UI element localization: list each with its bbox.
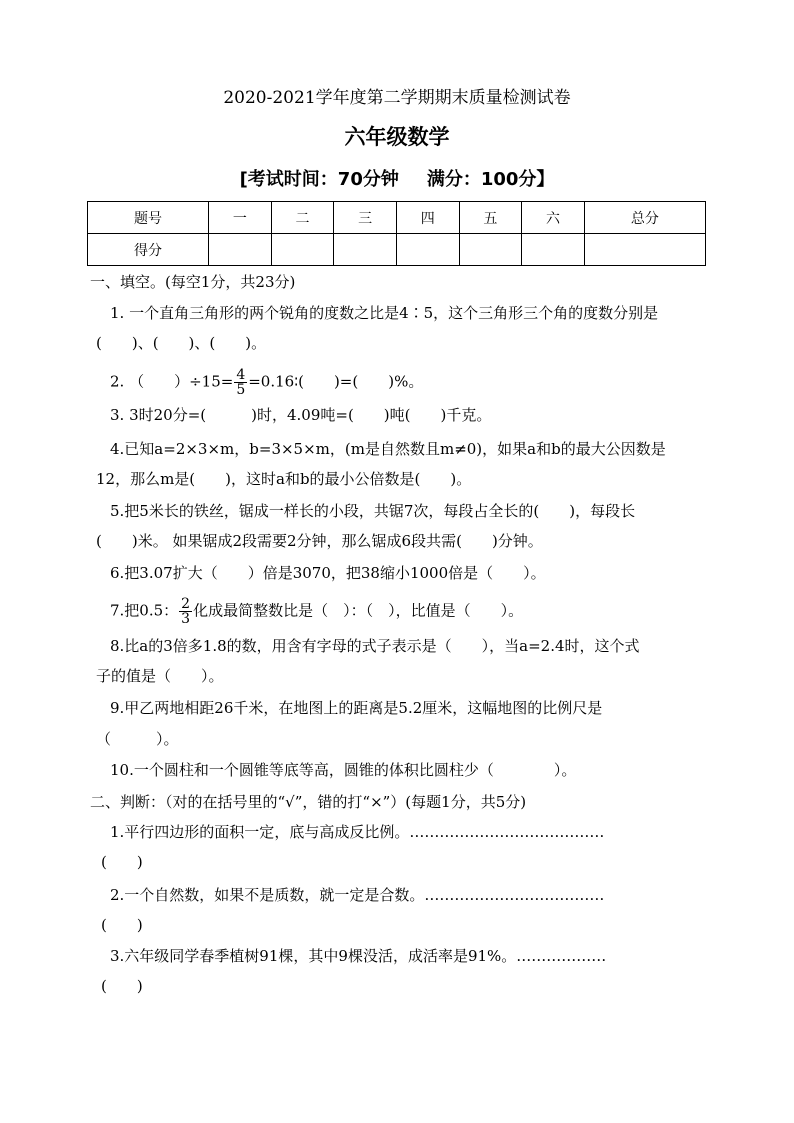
score-cell[interactable] bbox=[396, 234, 459, 266]
score-cell[interactable] bbox=[522, 234, 585, 266]
fraction-2-3 bbox=[179, 597, 192, 626]
exam-full-score: 满分：100分】 bbox=[426, 169, 555, 190]
question-7 bbox=[110, 597, 523, 626]
question-2-part1: 2. （ ）÷15= bbox=[110, 372, 234, 391]
score-cell[interactable] bbox=[584, 234, 705, 266]
fraction-4-5 bbox=[234, 368, 247, 397]
question-7-part2: 化成最简整数比是（ ）：（ ），比值是（ ）。 bbox=[193, 601, 524, 620]
question-5-line2: ( )米。 如果锯成2段需要2分钟，那么锯成6段共需( )分钟。 bbox=[96, 532, 543, 550]
fraction-numerator: 4 bbox=[236, 367, 246, 383]
score-cell: 五 bbox=[459, 202, 522, 234]
question-4-line2: 12，那么m是( )，这时a和b的最小公倍数是( )。 bbox=[96, 470, 472, 488]
question-1-line1: 1. 一个直角三角形的两个锐角的度数之比是4∶5，这个三角形三个角的度数分别是 bbox=[110, 304, 659, 322]
question-3: 3. 3时20分=( )时，4.09吨=( )吨( )千克。 bbox=[110, 406, 492, 424]
judge-3-answer[interactable]: ( ) bbox=[101, 977, 143, 995]
exam-info bbox=[0, 170, 794, 190]
judge-3-line1: 3.六年级同学春季植树91棵，其中9棵没活，成活率是91%。……………… bbox=[110, 947, 607, 965]
question-9-line2: （ ）。 bbox=[96, 730, 179, 748]
score-cell[interactable] bbox=[209, 234, 272, 266]
score-cell: 得分 bbox=[88, 234, 209, 266]
question-1-line2: ( )、( )、( )。 bbox=[96, 334, 267, 352]
score-cell: 二 bbox=[271, 202, 334, 234]
score-cell[interactable] bbox=[334, 234, 397, 266]
score-table-header-row bbox=[88, 202, 706, 234]
score-cell[interactable] bbox=[271, 234, 334, 266]
score-cell: 题号 bbox=[88, 202, 209, 234]
score-cell[interactable] bbox=[459, 234, 522, 266]
question-5-line1: 5.把5米长的铁丝，锯成一样长的小段，共锯7次，每段占全长的( )，每段长 bbox=[110, 502, 636, 520]
exam-subject: 六年级数学 bbox=[344, 125, 450, 149]
judge-1-answer[interactable]: ( ) bbox=[101, 853, 143, 871]
fraction-denominator: 3 bbox=[181, 611, 191, 627]
judge-2-line1: 2.一个自然数，如果不是质数，就一定是合数。……………………………… bbox=[110, 886, 605, 904]
fraction-numerator: 2 bbox=[181, 596, 191, 612]
question-10: 10.一个圆柱和一个圆锥等底等高，圆锥的体积比圆柱少（ ）。 bbox=[110, 761, 577, 779]
question-8-line1: 8.比a的3倍多1.8的数，用含有字母的式子表示是（ ），当a=2.4时，这个式 bbox=[110, 637, 640, 655]
judge-1-line1: 1.平行四边形的面积一定，底与高成反比例。………………………………… bbox=[110, 823, 605, 841]
score-cell: 三 bbox=[334, 202, 397, 234]
question-2 bbox=[110, 368, 423, 397]
question-2-part2: =0.16∶( )=( )%。 bbox=[248, 372, 424, 391]
score-table bbox=[87, 201, 706, 266]
score-table-score-row bbox=[88, 234, 706, 266]
score-cell: 总分 bbox=[584, 202, 705, 234]
question-7-part1: 7.把0.5： bbox=[110, 601, 179, 620]
question-8-line2: 子的值是（ ）。 bbox=[96, 667, 224, 685]
section2-heading: 二、判断：（对的在括号里的“√”，错的打“×”）(每题1分，共5分) bbox=[90, 793, 527, 811]
question-4-line1: 4.已知a=2×3×m，b=3×5×m，(m是自然数且m≠0)，如果a和b的最大公因数是 bbox=[110, 440, 666, 458]
score-cell: 一 bbox=[209, 202, 272, 234]
fraction-denominator: 5 bbox=[236, 382, 246, 398]
question-6: 6.把3.07扩大（ ）倍是3070，把38缩小1000倍是（ ）。 bbox=[110, 564, 546, 582]
score-cell: 六 bbox=[522, 202, 585, 234]
score-cell: 四 bbox=[396, 202, 459, 234]
question-9-line1: 9.甲乙两地相距26千米，在地图上的距离是5.2厘米，这幅地图的比例尺是 bbox=[110, 699, 603, 717]
judge-2-answer[interactable]: ( ) bbox=[101, 916, 143, 934]
section1-heading: 一、填空。(每空1分，共23分) bbox=[90, 273, 296, 291]
exam-time: [考试时间：70分钟 bbox=[239, 169, 399, 190]
exam-title: 2020-2021学年度第二学期期末质量检测试卷 bbox=[223, 88, 571, 108]
